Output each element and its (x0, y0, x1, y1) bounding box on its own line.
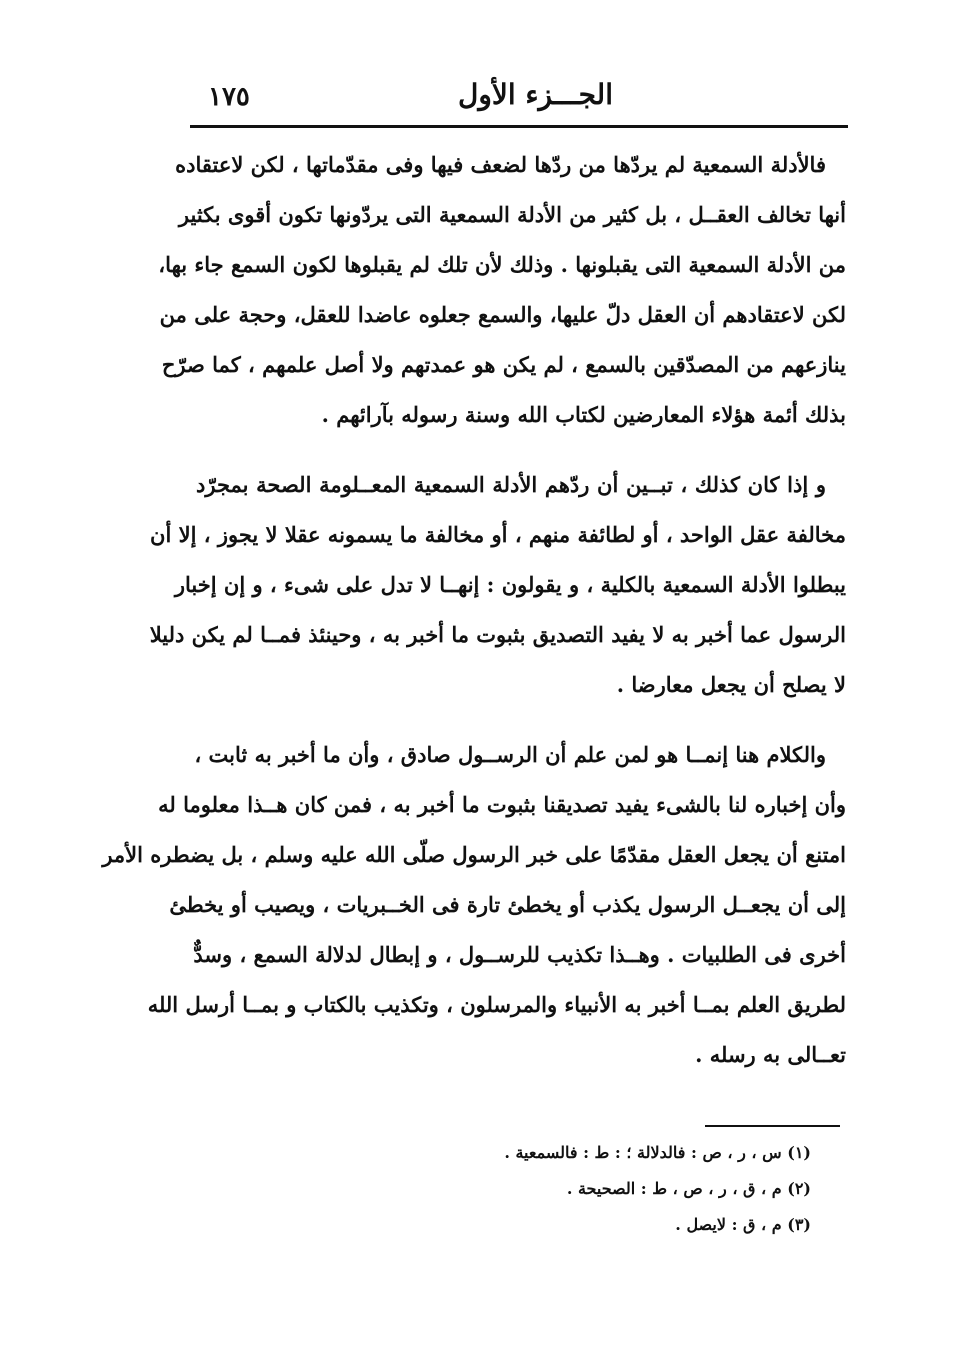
text-line: أنها تخالف العقــل ، بل كثير من الأدلة السمعية التى يردّونها تكون أقوى بكثير (178, 202, 846, 227)
running-title: الجـــزء الأول (458, 78, 613, 111)
text-line: بذلك أئمة هؤلاء المعارضين لكتاب الله وسنة رسوله بآرائهم . (321, 402, 846, 427)
paragraph-gap (196, 710, 846, 730)
text-line: من الأدلة السمعية التى يقبلونها . وذلك لأن تلك لم يقبلوها لكون السمع جاء بها، (158, 252, 846, 277)
text-line: وأن إخباره لنا بالشىء يفيد تصديقنا بثبوت ما أخبر به ، فمن كان هــذا معلوما له (158, 792, 846, 817)
text-line: يبطلوا الأدلة السمعية بالكلية ، و يقولون : إنهــا لا تدل على شىء ، و إن إخبار (174, 572, 846, 597)
footnote-3: (٣) م ، ق : لايصل . (675, 1215, 811, 1234)
footnote-2: (٢) م ، ق ، ر ، ص ، ط : الصحيحة . (566, 1179, 811, 1198)
paragraph-1 (158, 140, 846, 440)
header-rule (190, 125, 848, 128)
text-line: ينازعهم من المصدّقين بالسمع ، لم يكن هو عمدتهم ولا أصل علمهم ، كما صرّح (161, 352, 846, 377)
text-line: لا يصلح أن يجعل معارضا . (616, 672, 846, 697)
text-line: مخالفة عقل الواحد ، أو لطائفة منهم ، أو مخالفة ما يسمونه عقلا لا يجوز ، إلا أن (150, 522, 846, 547)
main-text (102, 140, 846, 1080)
footnote-1: (١) س ، ر ، ص : فالدلالة ؛ : ط : فالسمعية . (504, 1143, 811, 1162)
text-line: و إذا كان كذلك ، تبــين أن ردّهم الأدلة السمعية المعــلومة الصحة بمجرّد (196, 472, 826, 497)
footnote-rule (705, 1125, 840, 1127)
text-line: الرسول عما أخبر به لا يفيد التصديق بثبوت ما أخبر به ، وحينئذ فمــا لم يكن دليلا (149, 622, 846, 647)
text-line: لطريق العلم بمــا أخبر به الأنبياء والمرسلون ، وتكذيب بالكتاب و بمــا أرسل الله (147, 992, 846, 1017)
paragraph-2 (149, 460, 846, 710)
text-line: فالأدلة السمعية لم يردّها من ردّها لضعف فيها وفى مقدّماتها ، لكن لاعتقاده (175, 152, 826, 177)
text-line: تعــالى به رسله . (695, 1042, 846, 1067)
text-line: لكن لاعتقادهم أن العقل دلّ عليها، والسمع جعلوه عاضدا للعقل، وحجة على من (159, 302, 846, 327)
page-header (196, 78, 846, 118)
paragraph-gap (196, 440, 846, 460)
page-number: ١٧٥ (208, 82, 250, 112)
text-line: إلى أن يجعــل الرسول يكذب أو يخطئ تارة فى الخــبريات ، ويصيب أو يخطئ (169, 892, 846, 917)
text-line: أخرى فى الطلبيات . وهــذا تكذيب للرســول ، و إبطال لدلالة السمع ، وسدٌّ (193, 942, 846, 967)
text-line: امتنع أن يجعل العقل مقدّمًا على خبر الرسول صلّى الله عليه وسلم ، بل يضطره الأمر (102, 842, 846, 867)
text-line: والكلام هنا إنمــا هو لمن علم أن الرســول صادق ، وأن ما أخبر به ثابت ، (194, 742, 826, 767)
footnotes (196, 1135, 811, 1243)
paragraph-3 (102, 730, 846, 1080)
